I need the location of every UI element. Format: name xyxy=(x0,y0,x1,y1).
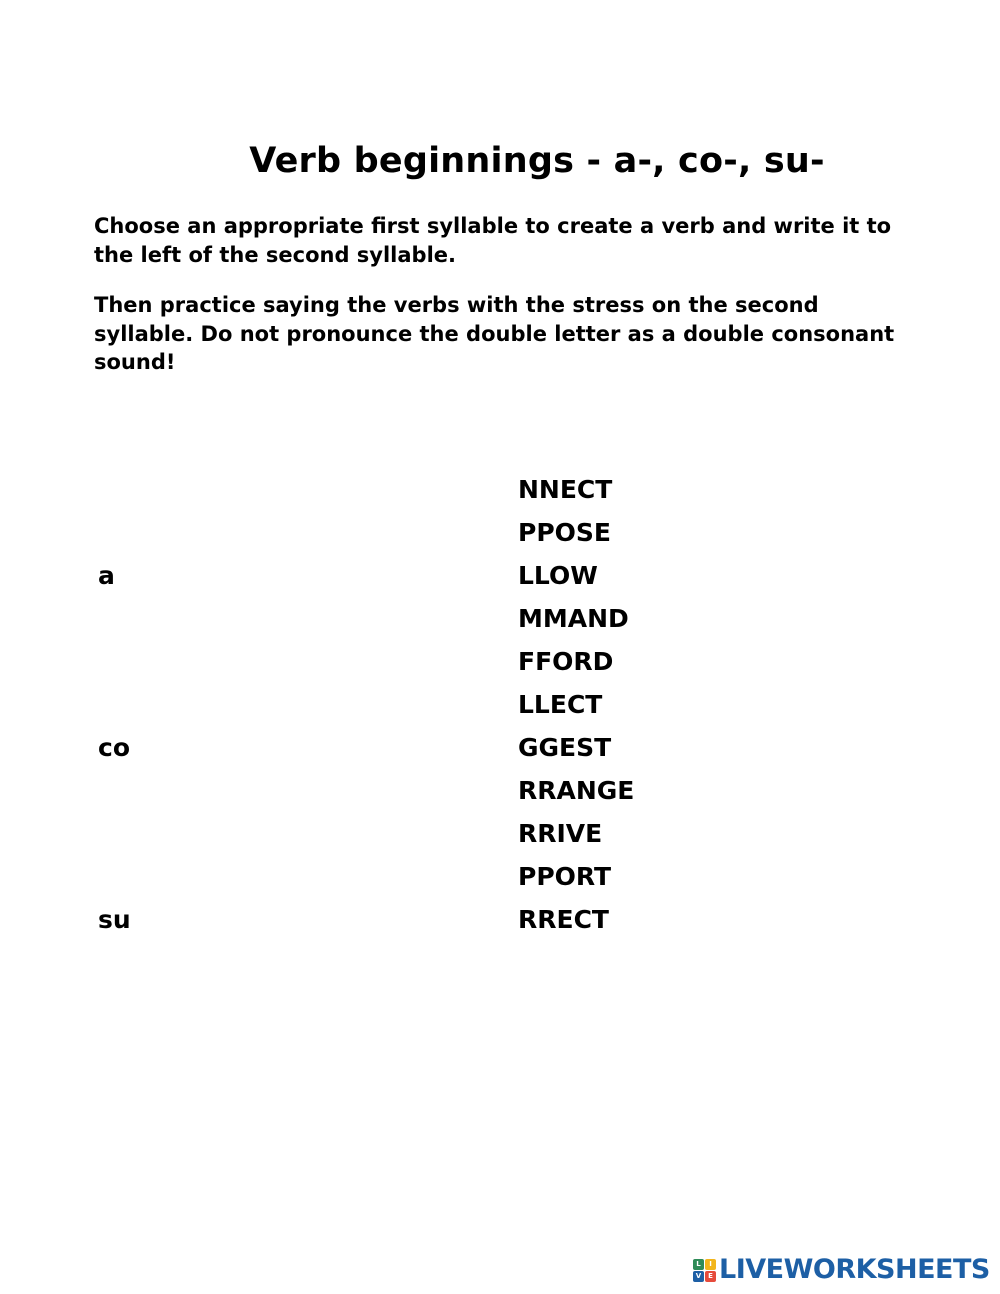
syllable-item: RRECT xyxy=(518,905,609,934)
syllable-item: GGEST xyxy=(518,733,612,762)
prefix-row xyxy=(98,683,298,726)
prefix-row xyxy=(98,597,298,640)
logo-tile: E xyxy=(705,1271,716,1282)
syllable-item: RRIVE xyxy=(518,819,603,848)
syllable-item: NNECT xyxy=(518,475,613,504)
instruction-practice-stress: Then practice saying the verbs with the stress on the second syllable. Do not pronounce the double letter as a double consonant sound! xyxy=(94,293,895,374)
syllable-item: FFORD xyxy=(518,647,614,676)
prefix-row xyxy=(98,855,298,898)
prefix-row xyxy=(98,769,298,812)
logo-tile: I xyxy=(705,1259,716,1270)
syllable-column xyxy=(518,468,818,941)
prefix-row xyxy=(98,640,298,683)
prefix-row xyxy=(98,812,298,855)
liveworksheets-brand xyxy=(693,1253,990,1287)
syllable-item: MMAND xyxy=(518,604,629,633)
liveworksheets-logo-icon xyxy=(693,1259,716,1282)
logo-tile: L xyxy=(693,1259,704,1270)
prefix-column xyxy=(98,468,298,941)
syllable-item: PPORT xyxy=(518,862,612,891)
prefix-row xyxy=(98,468,298,511)
syllable-item: RRANGE xyxy=(518,776,635,805)
syllable-item: LLOW xyxy=(518,561,598,590)
prefix-option-co: co xyxy=(98,733,130,762)
prefix-option-su: su xyxy=(98,905,131,934)
syllable-item: PPOSE xyxy=(518,518,611,547)
syllable-item: LLECT xyxy=(518,690,603,719)
prefix-row xyxy=(98,511,298,554)
logo-tile: V xyxy=(693,1271,704,1282)
prefix-option-a: a xyxy=(98,561,115,590)
worksheet-title: Verb beginnings - a-, co-, su- xyxy=(249,141,825,181)
instruction-choose-syllable: Choose an appropriate first syllable to create a verb and write it to the left of the second syllable. xyxy=(94,214,892,267)
liveworksheets-wordmark: LIVEWORKSHEETS xyxy=(719,1254,990,1285)
